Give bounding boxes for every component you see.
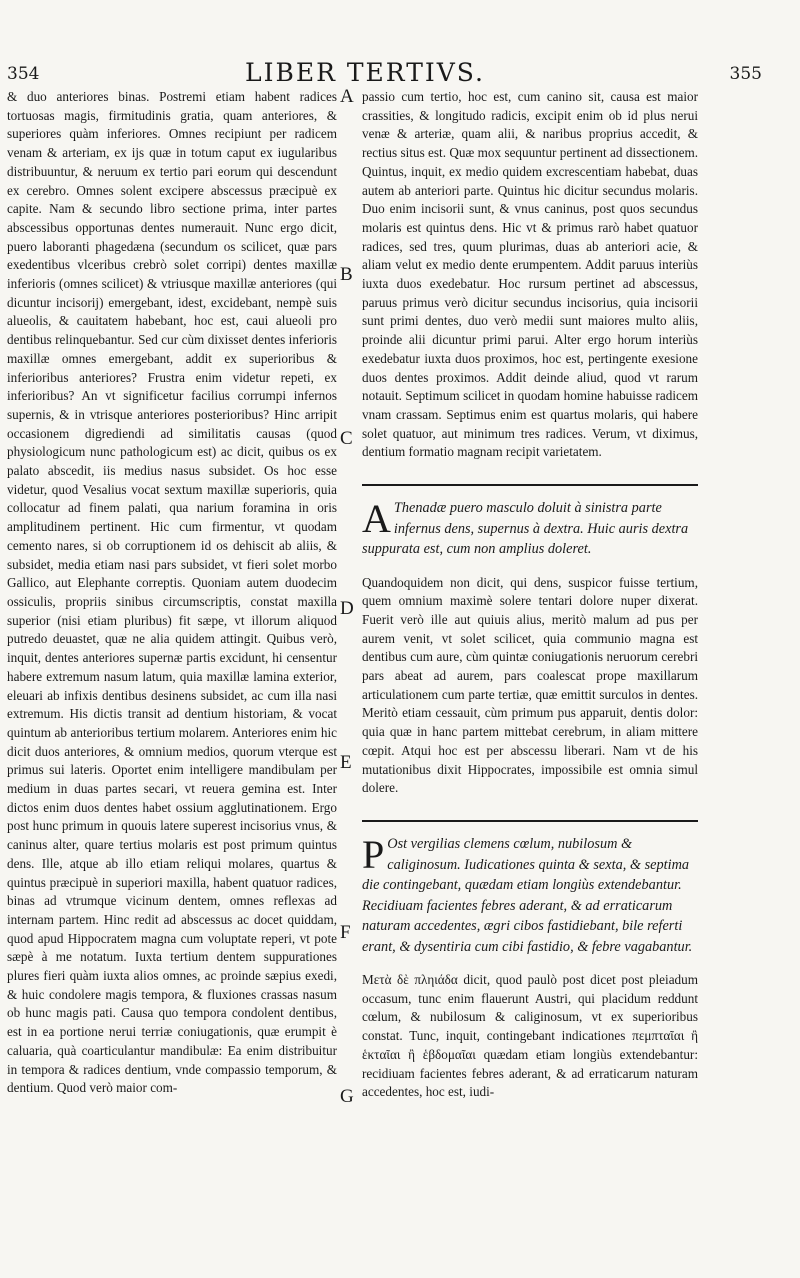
margin-marker-d: D [340, 598, 354, 619]
right-paragraph-2: Quandoquidem non dicit, qui dens, suspicor fuisse tertium, quem omnium maximè solere tentari dolore nuper dixerat. Fuerit verò ille aut quiuis alius, meritò malum ad pus per aurem venit, vt solet scilicet, quia communio magna est dentibus cum aure, cùm quintæ coniugationis neruorum cerebri pars abeat ad aurem, pars coalescat prope maxillarum articulationem cum parte tertiæ, quæ emittit surculos in dentes. Meritò etiam cessauit, cùm primum pus apparuit, dentis dolor: quia quæ in hanc partem mittebat cerebrum, in aliam mittere cœpit. Atqui hoc est per abscessu liberari. Nam vt de his mutationibus dixit Hippocrates, impossibile est omnia simul dolere. [362, 574, 698, 796]
running-title: LIBER TERTIVS. [245, 58, 485, 87]
right-column [362, 88, 698, 1102]
right-paragraph-1: passio cum tertio, hoc est, cum canino sit, causa est maior crassities, & longitudo radicis, excipit enim ob id plus nerui venæ & arteriæ, quam alii, & naribus proprius accedit, & rectius situs est. Quæ mox sequuntur pertinent ad dissectionem. Quintus, inquit, ex medio quidem excrescentiam habebat, duas autem ab anteriori parte. Quintus hic dicitur secundus molaris. Duo enim incisorii sunt, & vnus caninus, post quos secundus molaris est quintus dens. Hic vt & primus rarò habet quatuor radices, sed tres, quum plurimas, duas ab anteriori acie, & aliam velut ex medio dente erumpentem. Addit paruus interiùs iuxta duos exedebatur. Hoc rursum pertinet ad abscessus, paruus primus verò dicitur secundus incisorius, quia incisorii sunt primi dentes, duo verò medii sunt maiores multo aliis, proinde alii dicuntur primi parui. Alter ergo horum interiùs exedebatur iuxta duos proximos, hoc est, pertingente exesione duos dentes proximos. Addit deinde aliud, quod vt rarum notauit. Septimum scilicet in quodam homine habuisse radicem vnam crassam. Septimus enim est quartus molaris, qui habere solet quatuor, aut minimum tres radices. Verum, vt diximus, dentium formatio magnam recipit varietatem. [362, 89, 698, 460]
margin-marker-b: B [340, 264, 353, 285]
page-number-right: 355 [729, 64, 762, 84]
page-number-left: 354 [7, 64, 40, 84]
section-rule-1 [362, 484, 698, 486]
aphorism-quote-1 [362, 498, 698, 560]
margin-marker-f: F [340, 922, 351, 943]
left-column-text: & duo anteriores binas. Postremi etiam habent radices tortuosas magis, firmitudinis gratia, quam anteriores, & superiores quàm inferiores. Omnes recipiunt per radicem venam & arteriam, ex ijs quæ in totum caput ex iugularibus distribuuntur, & neruum ex tertio pari eorum qui descendunt ex cerebro. Omnes solent excipere abscessus præcipuè ex capite. Nam & secundo libro sectione prima, inter partes abscessibus opportunas dentes numerauit. Nunc ergo dicit, puero laboranti phagedæna (secundum os scilicet, quæ pars exedentibus vlceribus crebrò solet corripi) dentes maxillæ inferioris (omnes scilicet) & vtriusque maxillæ anteriores (qui dicuntur incisorij) emergebant, idest, excidebant, nempè suis alueolis, & cauitatem habebant, hoc est, caui alueoli pro dentibus relinquebantur. Sed cur cùm dixisset dentes inferioris maxillæ omnes emergebant, addit ex superioribus & inferioribus anteriores? Frustra enim videtur repeti, ex inferioribus? An vt significetur facilius corrumpi infernos supernis, & in vtrisque anteriores posterioribus? Hinc arripit occasionem digrediendi ad similitatis causas (quod physiologicum nunc pathologicum est) ac dicit, quibus os ex palato abscedit, iis medius nasus subsidet. Os hoc esse videtur, quod Vesalius vocat sextum maxillæ superioris, quia collocatur ad finem palati, qua narium foramina in oris amplitudinem pertinent. Hic cum firmentur, vt quodam cemento nares, si ob corruptionem id os dehiscit ab aliis, & subsidet, media etiam nasi pars subsidet, vt fieri solet morbo Gallico, aut Elephante correptis. Quoniam autem duodecim ossiculis, propriis sinibus circumscriptis, constat maxilla superior (nisi etiam pluribus) fit sæpe, vt illorum aliquod putredo deuastet, quæ ne alia quidem attingit. Quibus verò, inquit, dentes anteriores supernæ partis excidunt, hi censentur habere extremum nasum latum, quia maxillæ lamina exterior, eleuari ab infixis dentibus desinens subsidet, ac cum illa nasi extremum. His dictis transit ad dentium historiam, & vocat quintum ab anterioribus tertium molarem. Anteriores enim hic dicit duos anteriores, & omnium medios, quorum vterque est primus sui lateris. Oportet enim intelligere mandibulam per medium in duas partes secari, vt reuera gemina est. Inter dictos enim duos dentes habet ossium agglutinationem. Ergo post hunc primum in quouis latere superest incisorius vnus, & caninus alter, quare tertius molaris est post primum quintus dens. Ille, atque ab illo etiam reliqui molares, quartus & quintus præcipuè in superiori maxilla, habent quatuor radices, binas ad vtrumque vicinum dentem, omnes reflexas ad internam partem. Hinc redit ad abscessus ac docet quiddam, quod apud Hippocratem magna cum voluptate reperi, vt pote sæpè à me notatum. Iuxta tertium dentem suppurationes plures fieri quàm iuxta alios omnes, ac proinde sæpius exedi, & huic condolere magis tempora, & fluxiones crassas nasum ob hunc magis pati. Causa quo tempora condolent dentibus, est in ea portione nerui terriæ coniugationis, quæ erumpit è caluaria, quà coarticulantur mandibulæ: Ea enim distribuitur in tempora & radices dentium, vnde compassio temporum, & dentium. Quod verò maior com- [7, 89, 337, 1096]
drop-cap-2: P [362, 832, 385, 877]
aphorism-text-2: Ost vergilias clemens cœlum, nubilosum & caliginosum. Iudicationes quinta & sexta, & septima die contingebant, quædam etiam longiùs extendebantur. Recidiuam facientes febres aderant, & ad erraticarum naturam accedentes, ægri cibos fastidiebant, bile referti erant, & dysentiria cum cibi fastidio, & febre vagabantur. [362, 836, 693, 955]
aphorism-quote-2 [362, 834, 698, 957]
aphorism-text-1: Thenadæ puero masculo doluit à sinistra parte infernus dens, supernus à dextra. Huic auris dextra suppurata est, cum non amplius doleret. [362, 500, 689, 558]
margin-marker-a: A [340, 86, 354, 107]
left-column [7, 88, 337, 1098]
right-paragraph-3: Μετὰ δὲ πληιάδα dicit, quod paulò post dicet post pleiadum occasum, tunc enim flauerunt Austri, qui placidum reddunt cœlum, & nubilosum & caliginosum, vt ex superioribus constat. Tunc, inquit, contingebant indicationes πεμπταῖαι ἢ ἑκταῖαι ἢ ἑβδομαῖαι quædam etiam longiùs extendebantur: recidiuam facientes febres aderant, & ad erraticarum naturam accedentes, hoc est, iudi- [362, 972, 698, 1100]
running-header [0, 58, 800, 92]
drop-cap-1: A [362, 496, 391, 542]
margin-marker-e: E [340, 752, 352, 773]
margin-marker-g: G [340, 1086, 354, 1107]
margin-marker-c: C [340, 428, 353, 449]
section-rule-2 [362, 820, 698, 822]
